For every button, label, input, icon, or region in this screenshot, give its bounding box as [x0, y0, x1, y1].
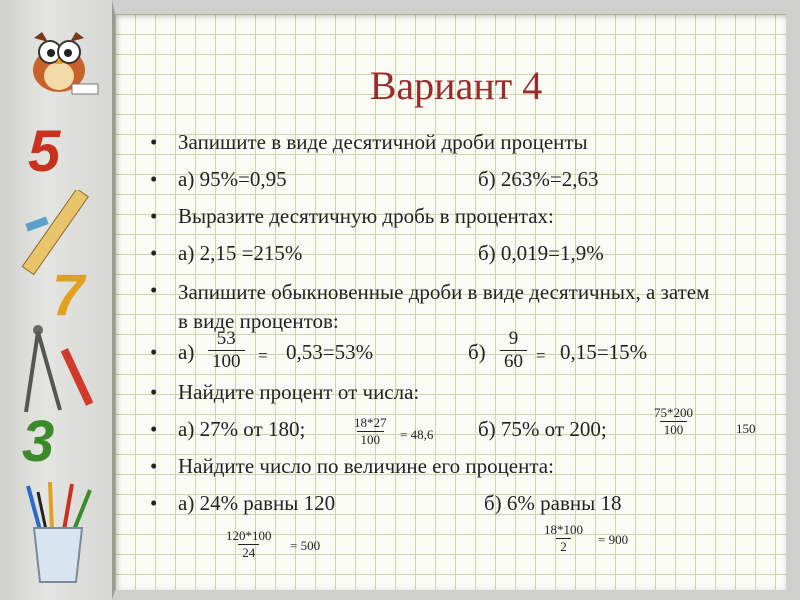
answer-b-label: б) — [468, 340, 486, 364]
formula-denominator: 100 — [357, 431, 385, 448]
fraction-denominator: 60 — [500, 350, 527, 373]
answer-b: 0,15=15% — [560, 340, 648, 364]
formula-denominator: 2 — [556, 538, 571, 555]
bullet: • — [150, 130, 158, 154]
bullet: • — [150, 167, 158, 191]
answer-b: б) 6% равны 18 — [484, 491, 622, 515]
formula-18x100 — [540, 522, 587, 555]
answer-b: б) 75% от 200; — [478, 417, 607, 441]
fraction-9-60 — [500, 328, 527, 373]
formula-result: = 500 — [290, 538, 321, 553]
formula-numerator: 120*100 — [226, 528, 272, 543]
compass-icon — [18, 322, 103, 417]
formula-75x200 — [650, 405, 697, 438]
list-item — [150, 454, 760, 491]
fraction-denominator: 100 — [208, 350, 245, 373]
task-list — [150, 130, 760, 565]
answer-a: а) 95%=0,95 — [178, 167, 287, 191]
answer-a: 0,53=53% — [286, 340, 374, 364]
task-text: Выразите десятичную дробь в процентах: — [178, 204, 554, 228]
equals-sign: = — [536, 346, 546, 365]
bullet: • — [150, 380, 158, 404]
list-item — [150, 204, 760, 241]
formula-120x100 — [222, 528, 276, 561]
decor-digit-7: 7 — [52, 263, 85, 328]
fraction-numerator: 53 — [216, 328, 236, 349]
answer-b: б) 0,019=1,9% — [478, 241, 604, 265]
formula-denominator: 24 — [238, 544, 259, 561]
answer-a: а) 24% равны 120 — [178, 491, 336, 515]
bullet: • — [150, 278, 158, 302]
pencil-cup-icon — [20, 480, 100, 590]
list-item — [150, 241, 760, 278]
equals-sign: = — [258, 346, 268, 365]
list-item — [150, 167, 760, 204]
formula-denominator: 100 — [660, 421, 688, 438]
answer-b: б) 263%=2,63 — [478, 167, 599, 191]
formula-result: 150 — [736, 421, 756, 436]
formula-numerator: 18*27 — [354, 415, 387, 430]
task-text: Найдите число по величине его процента: — [178, 454, 554, 478]
answer-a-label: а) — [178, 340, 195, 364]
bullet: • — [150, 491, 158, 515]
task-text: Запишите обыкновенные дроби в виде десятичных, а затем в виде процентов: — [178, 280, 710, 333]
task-text: Найдите процент от числа: — [178, 380, 420, 404]
bullet: • — [150, 241, 158, 265]
formula-result: = 900 — [598, 532, 629, 547]
list-item — [150, 130, 760, 167]
fraction-numerator: 9 — [508, 328, 519, 349]
list-item — [150, 491, 760, 528]
answer-a: а) 2,15 =215% — [178, 241, 303, 265]
decor-digit-5: 5 — [28, 119, 61, 184]
decor-digit-3: 3 — [22, 409, 55, 474]
answer-a: а) 27% от 180; — [178, 417, 306, 441]
formula-numerator: 75*200 — [654, 405, 693, 420]
task-text: Запишите в виде десятичной дроби проценты — [178, 130, 588, 154]
owl-icon — [14, 18, 104, 98]
formula-numerator: 18*100 — [544, 522, 583, 537]
bullet: • — [150, 454, 158, 478]
list-item — [150, 405, 760, 454]
bullet: • — [150, 204, 158, 228]
bullet: • — [150, 340, 158, 364]
slide-title: Вариант 4 — [369, 63, 543, 108]
formula-18x27 — [350, 415, 391, 448]
bullet: • — [150, 417, 158, 441]
list-item — [150, 328, 760, 380]
formula-row — [150, 522, 760, 565]
formula-result: = 48,6 — [400, 427, 434, 442]
fraction-53-100 — [208, 328, 245, 373]
